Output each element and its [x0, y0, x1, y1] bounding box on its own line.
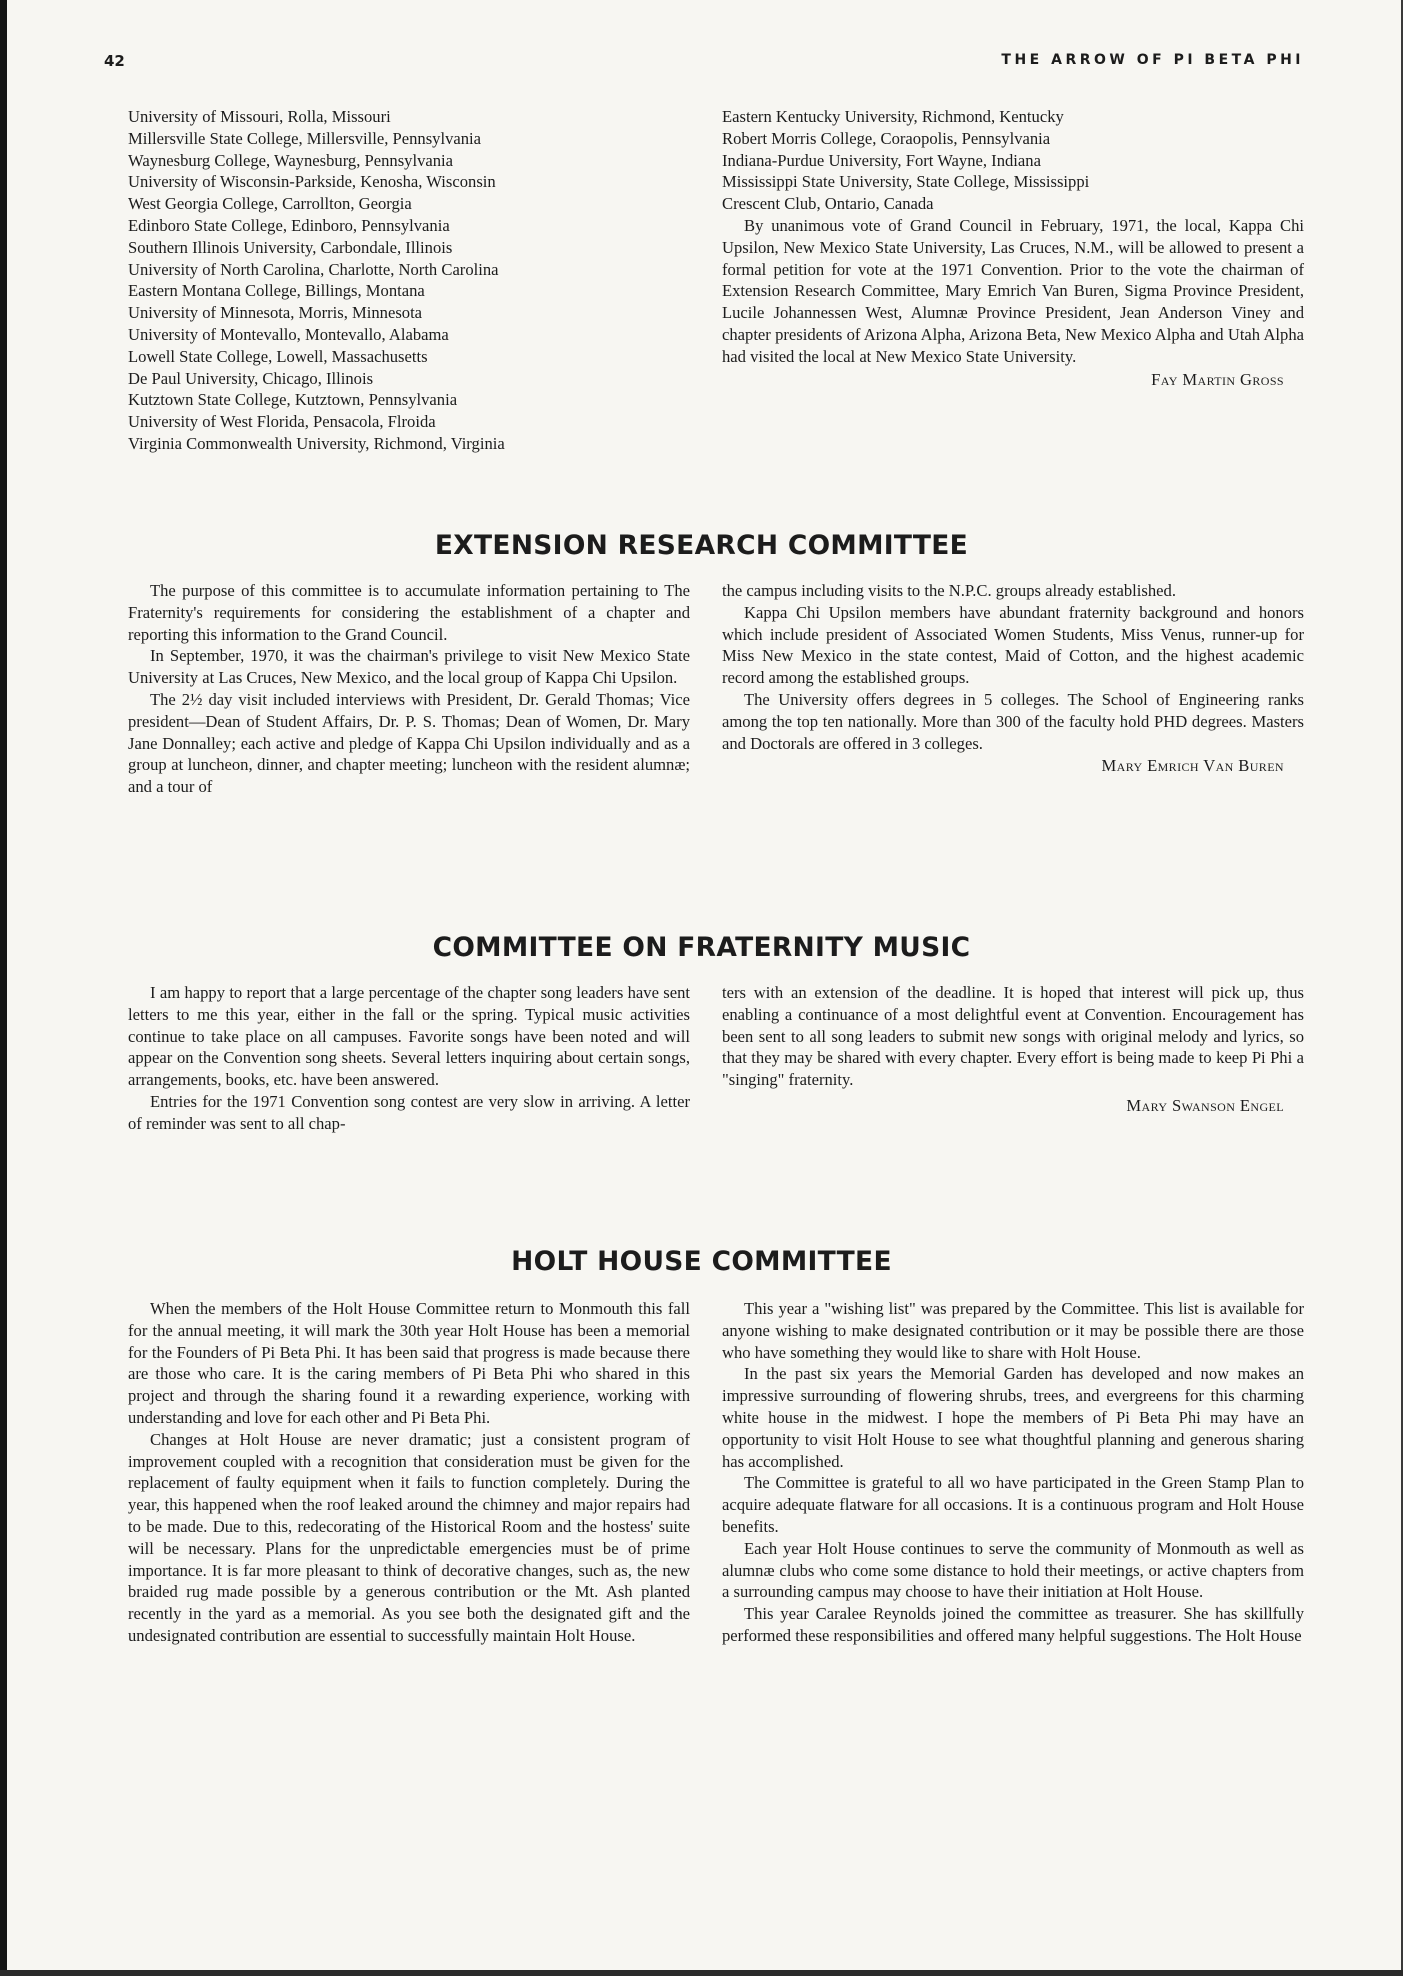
extension-left-column — [128, 580, 690, 798]
list-item: University of Montevallo, Montevallo, Alabama — [128, 324, 449, 344]
paragraph: This year a "wishing list" was prepared by the Committee. This list is available for anyone wishing to make designated contribution or it may be possible there are those who have something they would like to share with Holt House. — [722, 1299, 1304, 1362]
signature-fay-martin-gross: Fay Martin Gross — [1151, 369, 1284, 389]
music-left-column — [128, 982, 690, 1135]
list-item: Southern Illinois University, Carbondale, Illinois — [128, 237, 453, 257]
signature-mary-swanson-engel: Mary Swanson Engel — [1126, 1095, 1284, 1115]
paragraph-continuation: the campus including visits to the N.P.C. groups already established. — [722, 581, 1176, 600]
music-committee-heading: COMMITTEE ON FRATERNITY MUSIC — [432, 932, 971, 963]
list-item: University of Minnesota, Morris, Minnesota — [128, 303, 423, 323]
paragraph: The Committee is grateful to all wo have participated in the Green Stamp Plan to acquire adequate flatware for all occasions. It is a continuous program and Holt House benefits. — [722, 1473, 1304, 1536]
list-item: Mississippi State University, State College, Mississippi — [722, 172, 1090, 192]
journal-title: THE ARROW OF PI BETA PHI — [1001, 52, 1304, 68]
list-item: Waynesburg College, Waynesburg, Pennsylvania — [128, 150, 454, 170]
extension-right-column — [722, 580, 1304, 777]
holt-right-column — [722, 1298, 1304, 1647]
paragraph: The purpose of this committee is to accumulate information pertaining to The Fraternity's requirements for considering the establishment of a chapter and reporting this information to the Grand Council. — [128, 581, 690, 644]
list-item: Virginia Commonwealth University, Richmond, Virginia — [128, 433, 505, 453]
paragraph: In the past six years the Memorial Garden has developed and now makes an impressive surrounding of flowering shrubs, trees, and evergreens for this charming white house in the midwest. I hope the members of Pi Beta Phi may have an opportunity to visit Holt House to see what thoughtful planning and generous sharing has accomplished. — [722, 1364, 1304, 1471]
paragraph: In September, 1970, it was the chairman's privilege to visit New Mexico State University at Las Cruces, New Mexico, and the local group of Kappa Chi Upsilon. — [128, 646, 690, 688]
university-list-right — [722, 106, 1304, 390]
paragraph: The University offers degrees in 5 colleges. The School of Engineering ranks among the top ten nationally. More than 300 of the faculty hold PHD degrees. Masters and Doctorals are offered in 3 colleges. — [722, 689, 1304, 753]
list-item: Eastern Kentucky University, Richmond, Kentucky — [722, 107, 1064, 126]
list-item: Eastern Montana College, Billings, Montana — [128, 281, 425, 301]
scan-edge-bottom — [0, 1970, 1403, 1976]
paragraph: Changes at Holt House are never dramatic; just a consistent program of improvement coupled with a recognition that consideration must be given for the replacement of faulty equipment when it fails to function completely. During the year, this happened when the roof leaked around the chimney and major repairs had to be made. Due to this, redecorating of the Historical Room and the hostess' suite will be necessary. Plans for the unpredictable emergencies must be of prime importance. It is far more pleasant to think of decorative changes, such as, the new braided rug made possible by a generous contribution or the Mt. Ash planted recently in the yard as a memorial. As you see both the designated gift and the undesignated contribution are essential to successfully maintain Holt House. — [128, 1429, 690, 1645]
list-item: Crescent Club, Ontario, Canada — [722, 194, 934, 214]
paragraph: The 2½ day visit included interviews with President, Dr. Gerald Thomas; Vice president—Dean of Student Affairs, Dr. P. S. Thomas; Dean of Women, Dr. Mary Jane Donnalley; each active and pledge of Kappa Chi Upsilon individually and as a group at luncheon, dinner, and chapter meeting; luncheon with the resident alumnæ; and a tour of — [128, 689, 690, 797]
paragraph-continuation: ters with an extension of the deadline. It is hoped that interest will pick up, thus enabling a continuance of a most delightful event at Convention. Encouragement has been sent to all song leaders to submit new songs with original melody and lyrics, so that they may be shared with every chapter. Every effort is being made to keep Pi Phi a "singing" fraternity. — [722, 983, 1304, 1090]
list-item: Edinboro State College, Edinboro, Pennsylvania — [128, 215, 450, 235]
page-header — [104, 52, 1304, 74]
paragraph: I am happy to report that a large percentage of the chapter song leaders have sent letters to me this year, either in the fall or the spring. Typical music activities continue to take place on all campuses. Favorite songs have been noted and will appear on the Convention song sheets. Several letters inquiring about certain songs, arrangements, books, etc. have been answered. — [128, 983, 690, 1090]
list-item: De Paul University, Chicago, Illinois — [128, 368, 374, 388]
list-item: Millersville State College, Millersville, Pennsylvania — [128, 128, 482, 148]
signature-mary-emrich-van-buren: Mary Emrich Van Buren — [1101, 756, 1284, 776]
extension-committee-heading: EXTENSION RESEARCH COMMITTEE — [434, 530, 969, 561]
list-item: West Georgia College, Carrollton, Georgia — [128, 194, 412, 214]
list-item: Lowell State College, Lowell, Massachusetts — [128, 346, 428, 366]
paragraph: This year Caralee Reynolds joined the committee as treasurer. She has skillfully performed these responsibilities and offered many helpful suggestions. The Holt House — [722, 1604, 1304, 1645]
holt-left-column — [128, 1298, 690, 1647]
list-item: University of Wisconsin-Parkside, Kenosha, Wisconsin — [128, 172, 496, 192]
list-item: Kutztown State College, Kutztown, Pennsylvania — [128, 390, 458, 410]
paragraph: When the members of the Holt House Committee return to Monmouth this fall for the annual meeting, it will mark the 30th year Holt House has been a memorial for the Founders of Pi Beta Phi. It has been said that progress is made because there are those who care. It is the caring members of Pi Beta Phi who shared in this project and through the sharing found it a rewarding experience, working with understanding and love for each other and Pi Beta Phi. — [128, 1299, 690, 1427]
list-item: Indiana-Purdue University, Fort Wayne, Indiana — [722, 150, 1041, 170]
grand-council-paragraph: By unanimous vote of Grand Council in February, 1971, the local, Kappa Chi Upsilon, New Mexico State University, Las Cruces, N.M., will be allowed to present a formal petition for vote at the 1971 Convention. Prior to the vote the chairman of Extension Research Committee, Mary Emrich Van Buren, Sigma Province President, Lucile Johannessen West, Alumnæ Province President, Jean Anderson Viney and chapter presidents of Arizona Alpha, Arizona Beta, New Mexico Alpha and Utah Alpha had visited the local at New Mexico State University. — [722, 215, 1304, 366]
list-item: University of West Florida, Pensacola, Flroida — [128, 412, 436, 432]
university-list-left — [128, 106, 690, 455]
paragraph: Entries for the 1971 Convention song contest are very slow in arriving. A letter of reminder was sent to all chap- — [128, 1091, 690, 1133]
scan-edge-left — [0, 0, 7, 1976]
paragraph: Each year Holt House continues to serve the community of Monmouth as well as alumnæ clubs who come some distance to hold their meetings, or active chapters from a surrounding campus may choose to have their initiation at Holt House. — [722, 1538, 1304, 1602]
list-item: University of North Carolina, Charlotte, North Carolina — [128, 259, 499, 279]
music-right-column — [722, 982, 1304, 1117]
list-item: Robert Morris College, Coraopolis, Pennsylvania — [722, 128, 1051, 148]
list-item: University of Missouri, Rolla, Missouri — [128, 107, 391, 126]
page-number: 42 — [104, 52, 125, 70]
paragraph: Kappa Chi Upsilon members have abundant fraternity background and honors which include president of Associated Women Students, Miss Venus, runner-up for Miss New Mexico in the state contest, Maid of Cotton, and the highest academic record among the established groups. — [722, 602, 1304, 688]
holt-committee-heading: HOLT HOUSE COMMITTEE — [511, 1246, 892, 1277]
